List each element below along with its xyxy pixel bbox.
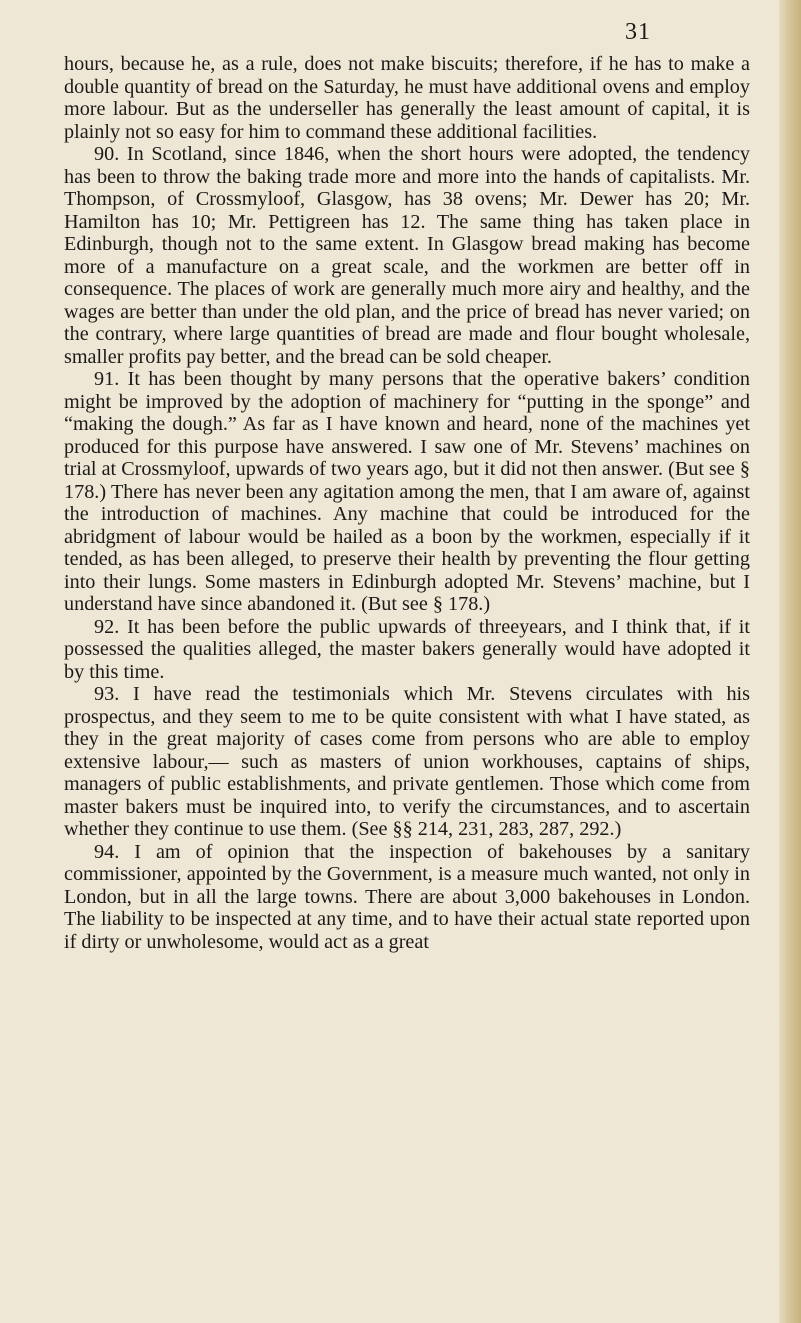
- paragraph-number: 90.: [94, 143, 120, 165]
- paragraph-92: [64, 616, 750, 684]
- paragraph-90: [64, 143, 750, 368]
- body-text: [64, 53, 750, 953]
- paragraph-text: I am of opinion that the inspection of bakehouses by a sanitary commissioner, appointed by the Government, is a measure much wanted, not only in London, but in all the large towns. There are about 3,000 bakehouses in London. The liability to be inspected at any time, and to have their actual state reported upon if dirty or unwholesome, would act as a great: [64, 840, 751, 953]
- paragraph-number: 92.: [94, 615, 120, 638]
- paragraph-text: It has been before the public upwards of threeyears, and I think that, if it possessed the qualities alleged, the master bakers generally would have adopted it by this time.: [64, 615, 750, 683]
- paragraph-text: It has been thought by many persons that the operative bakers’ condition might be improved by the adoption of machinery for “putting in the sponge” and “making the dough.” As far as I have known and heard, none of the machines yet produced for this purpose have answered. I saw one of Mr. Stevens’ machines on trial at Crossmyloof, upwards of two years ago, but it did not then answer. (But see § 178.) There has never been any agitation among the men, that I am aware of, against the introduction of machines. Any machine that could be introduced for the abridgment of labour would be hailed as a boon by the workmen, especially if it tended, as has been alleged, to preserve their health by preventing the flour getting into their lungs. Some masters in Edinburgh adopted Mr. Stevens’ machine, but I understand have since abandoned it. (But see § 178.): [64, 368, 751, 615]
- paragraph-text: In Scotland, since 1846, when the short hours were adopted, the tendency has been to throw the baking trade more and more into the hands of capitalists. Mr. Thompson, of Crossmyloof, Glasgow, has 38 ovens; Mr. Dewer has 20; Mr. Hamilton has 10; Mr. Pettigreen has 12. The same thing has taken place in Edinburgh, though not to the same extent. In Glasgow bread making has become more of a manufacture on a great scale, and the workmen are better off in consequence. The places of work are generally much more airy and healthy, and the wages are better than under the old plan, and the price of bread has never varied; on the contrary, where large quantities of bread are made and flour bought wholesale, smaller profits pay better, and the bread can be sold cheaper.: [64, 143, 751, 368]
- paragraph-93: [64, 683, 750, 841]
- paragraph-number: 94.: [94, 840, 120, 863]
- paragraph-94: [64, 841, 750, 954]
- paragraph-text: hours, because he, as a rule, does not make biscuits; therefore, if he has to make a double quantity of bread on the Saturday, he must have additional ovens and employ more labour. But as the underseller has generally the least amount of capital, it is plainly not so easy for him to command these additional facilities.: [64, 53, 750, 143]
- paragraph-91: [64, 368, 750, 616]
- paragraph-number: 91.: [94, 368, 120, 390]
- paragraph-text: I have read the testimonials which Mr. Stevens circulates with his prospectus, and they seem to me to be quite consistent with what I have stated, as they in the great majority of cases come from persons who are able to employ extensive labour,— such as masters of union workhouses, captains of ships, managers of public establishments, and private gentlemen. Those which come from master bakers must be inquired into, to verify the circumstances, and to ascertain whether they continue to use them. (See §§ 214, 231, 283, 287, 292.): [64, 683, 751, 840]
- page-number: 31: [625, 19, 651, 45]
- paragraph-continued: [64, 53, 750, 143]
- page-edge-shadow: [779, 0, 801, 1323]
- paragraph-number: 93.: [94, 683, 120, 705]
